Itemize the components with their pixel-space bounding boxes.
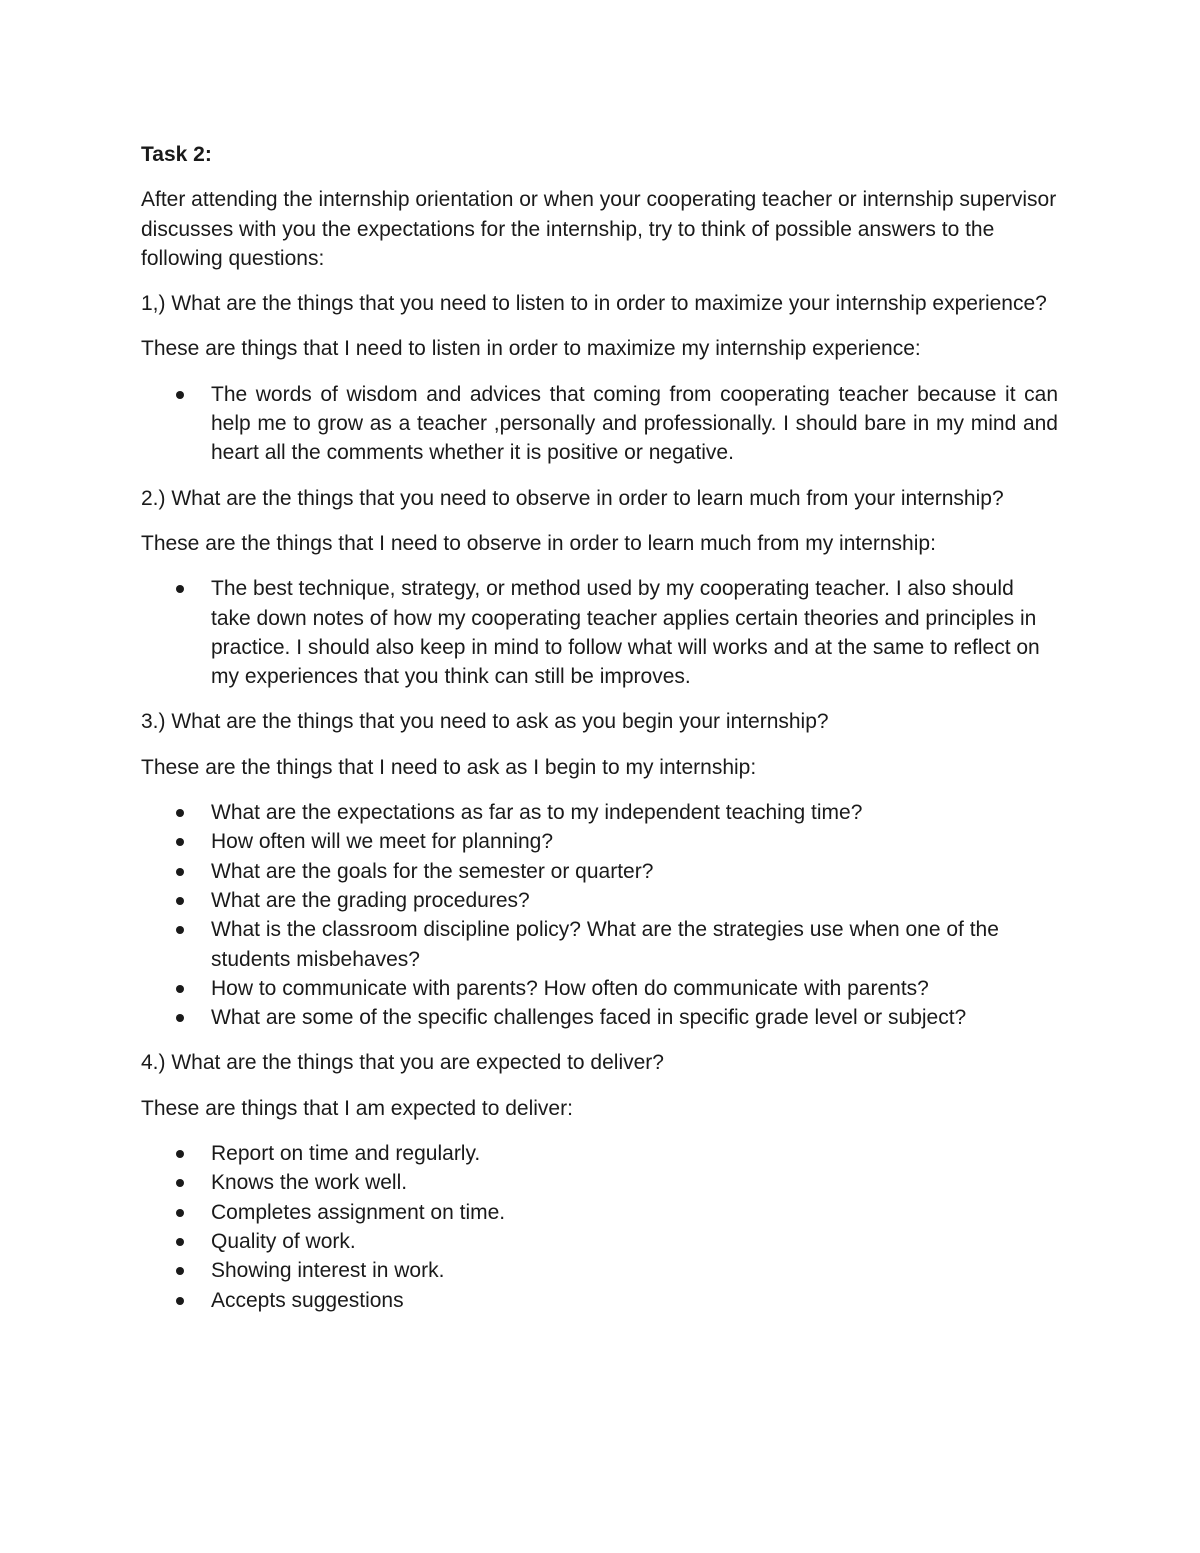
intro-paragraph: After attending the internship orientation or when your cooperating teacher or internship supervisor discusses with you the expectations for the internship, try to think of possible answers to the following questions:	[141, 188, 1057, 270]
list-item: Knows the work well.	[141, 1168, 1058, 1197]
list-item: What are the goals for the semester or quarter?	[141, 857, 1058, 886]
answer-intro-3: These are the things that I need to ask as I begin to my internship:	[141, 755, 757, 779]
list-item: What is the classroom discipline policy? What are the strategies use when one of the students misbehaves?	[141, 915, 1058, 974]
list-item: Quality of work.	[141, 1227, 1058, 1256]
list-item: Accepts suggestions	[141, 1286, 1058, 1315]
list-item: How to communicate with parents? How often do communicate with parents?	[141, 974, 1058, 1003]
list-item: What are some of the specific challenges faced in specific grade level or subject?	[141, 1003, 1058, 1032]
question-3: 3.) What are the things that you need to ask as you begin your internship?	[141, 710, 829, 734]
document-page	[141, 140, 1058, 1331]
list-item: The words of wisdom and advices that coming from cooperating teacher because it can help me to grow as a teacher ,personally and professionally. I should bare in my mind and heart all the comments whether it is positive or negative.	[141, 380, 1058, 468]
answer-intro-4: These are things that I am expected to deliver:	[141, 1096, 573, 1120]
answer-list-3	[141, 798, 1058, 1032]
list-item: How often will we meet for planning?	[141, 827, 1058, 856]
list-item: What are the expectations as far as to my independent teaching time?	[141, 798, 1058, 827]
answer-list-4	[141, 1139, 1058, 1315]
answer-list-2	[141, 574, 1058, 691]
answer-intro-1: These are things that I need to listen in order to maximize my internship experience:	[141, 337, 921, 361]
question-4: 4.) What are the things that you are expected to deliver?	[141, 1051, 664, 1075]
list-item: Completes assignment on time.	[141, 1198, 1058, 1227]
question-1: 1,) What are the things that you need to listen to in order to maximize your internship experience?	[141, 292, 1047, 316]
answer-list-1	[141, 380, 1058, 468]
list-item: Report on time and regularly.	[141, 1139, 1058, 1168]
question-2: 2.) What are the things that you need to observe in order to learn much from your internship?	[141, 486, 1004, 510]
answer-intro-2: These are the things that I need to observe in order to learn much from my internship:	[141, 531, 936, 555]
list-item: What are the grading procedures?	[141, 886, 1058, 915]
list-item: Showing interest in work.	[141, 1256, 1058, 1285]
list-item: The best technique, strategy, or method used by my cooperating teacher. I also should take down notes of how my cooperating teacher applies certain theories and principles in practice. I should also keep in mind to follow what will works and at the same to reflect on my experiences that you think can still be improves.	[141, 574, 1058, 691]
task-title: Task 2:	[141, 143, 212, 166]
